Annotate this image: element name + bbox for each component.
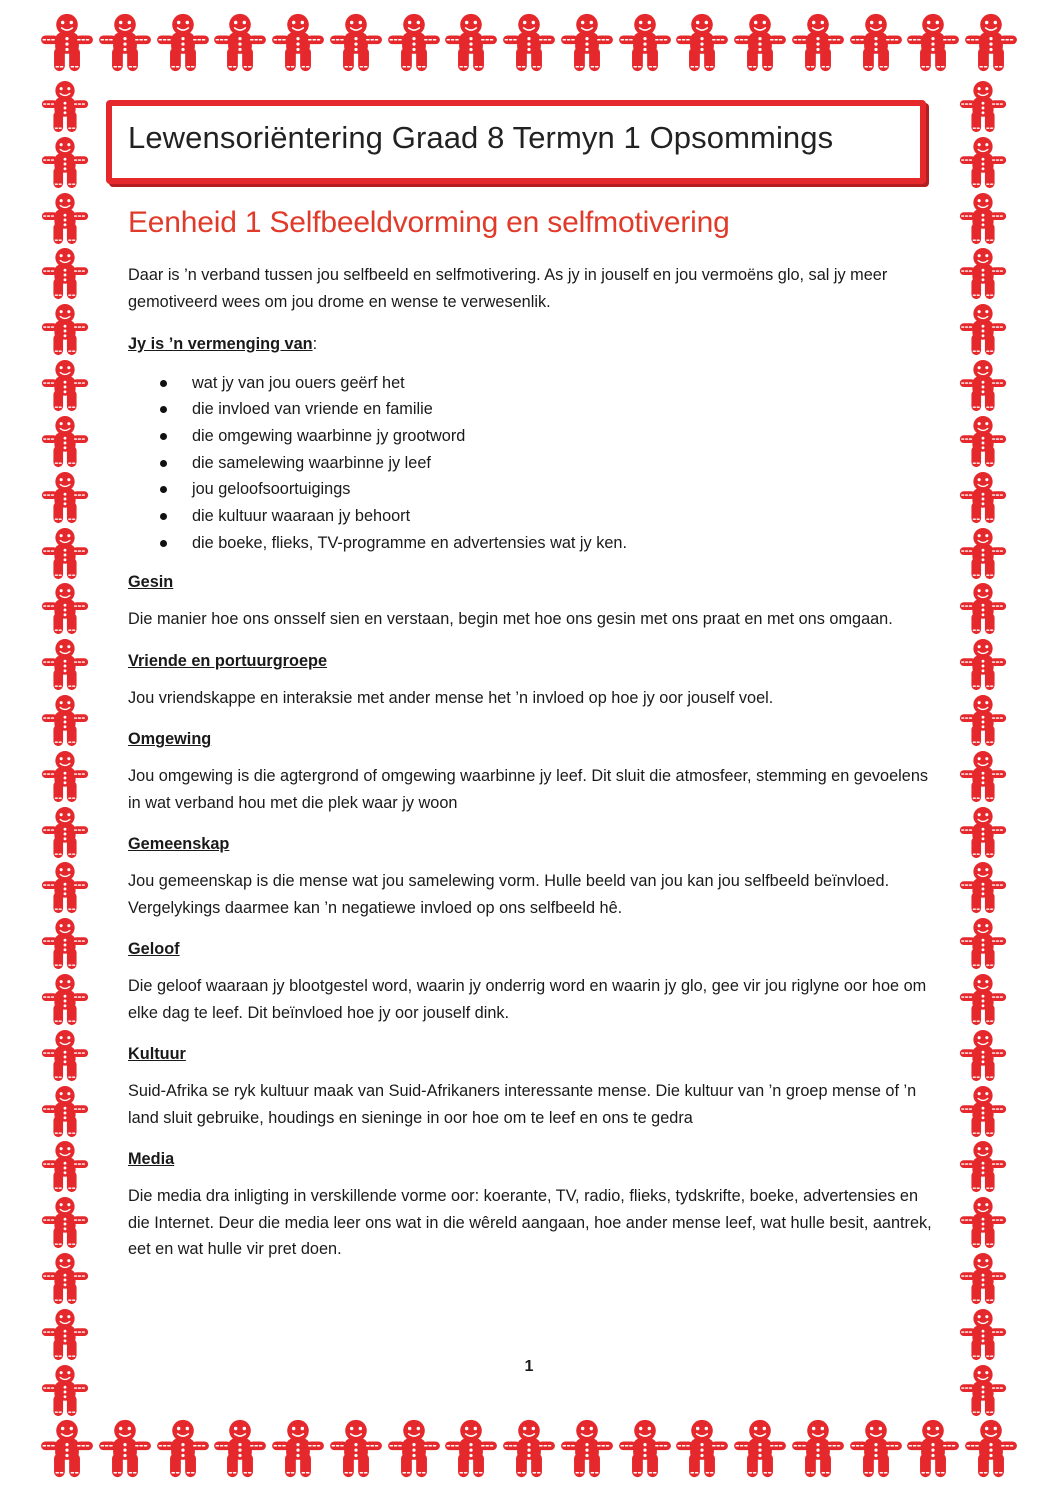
gingerbread-man-icon — [958, 1029, 1008, 1083]
border-right — [958, 80, 1018, 1418]
section-text-vriende: Jou vriendskappe en interaksie met ander mense het ’n invloed op hoe jy oor jouself voel. — [128, 688, 774, 707]
gingerbread-man-icon — [958, 694, 1008, 748]
gingerbread-man-icon — [958, 192, 1008, 246]
list-item: die omgewing waarbinne jy grootword — [128, 423, 936, 450]
list-item: die invloed van vriende en familie — [128, 396, 936, 423]
gingerbread-man-icon — [271, 12, 325, 74]
gingerbread-man-icon — [964, 12, 1018, 74]
gingerbread-man-icon — [560, 12, 614, 74]
gingerbread-man-icon — [40, 582, 90, 636]
gingerbread-man-icon — [40, 247, 90, 301]
list-item: die kultuur waaraan jy behoort — [128, 503, 936, 530]
gingerbread-man-icon — [958, 1140, 1008, 1194]
gingerbread-man-icon — [40, 694, 90, 748]
unit-title: Eenheid 1 Selfbeeldvorming en selfmotivering — [128, 206, 730, 239]
section-text-kultuur: Suid-Afrika se ryk kultuur maak van Suid-Afrikaners interessante mense. Die kultuur van ’n groep mense of ’n land sluit gebruike, houdings en sieninge in oor hoe om te leef en ons te gedra — [128, 1082, 917, 1127]
gingerbread-man-icon — [40, 1140, 90, 1194]
gingerbread-man-icon — [958, 1196, 1008, 1250]
section-text-omgewing: Jou omgewing is die agtergrond of omgewing waarbinne jy leef. Dit sluit die atmosfeer, stemming en gevoelens in wat verband hou met die plek waar jy woon — [128, 767, 929, 812]
gingerbread-man-icon — [444, 12, 498, 74]
gingerbread-man-icon — [958, 917, 1008, 971]
gingerbread-man-icon — [958, 303, 1008, 357]
intro-paragraph: Daar is ’n verband tussen jou selfbeeld en selfmotivering. As jy in jouself en jou vermoëns glo, sal jy meer gemotiveerd wees om jou drome en wense te verwesenlik. — [128, 266, 888, 311]
section-heading-omgewing: Omgewing — [128, 730, 212, 749]
gingerbread-man-icon — [958, 359, 1008, 413]
gingerbread-man-icon — [329, 12, 383, 74]
section-text-gesin: Die manier hoe ons onsself sien en verstaan, begin met hoe ons gesin met ons praat en met ons omgaan. — [128, 610, 893, 629]
gingerbread-man-icon — [958, 136, 1008, 190]
page-number: 1 — [524, 1358, 534, 1375]
section-text-gemeenskap: Jou gemeenskap is die mense wat jou samelewing vorm. Hulle beeld van jou kan jou selfbeeld beïnvloed. Vergelykings daarmee kan ’n negatiewe invloed op ons selfbeeld hê. — [128, 872, 890, 917]
mix-colon: : — [312, 335, 318, 353]
gingerbread-man-icon — [958, 750, 1008, 804]
gingerbread-man-icon — [849, 1418, 903, 1480]
gingerbread-man-icon — [958, 806, 1008, 860]
gingerbread-man-icon — [560, 1418, 614, 1480]
gingerbread-man-icon — [675, 12, 729, 74]
gingerbread-man-icon — [40, 1252, 90, 1306]
gingerbread-man-icon — [40, 192, 90, 246]
gingerbread-man-icon — [156, 12, 210, 74]
gingerbread-man-icon — [40, 12, 94, 74]
section-heading-gemeenskap: Gemeenskap — [128, 835, 230, 854]
mix-label: Jy is ’n vermenging van — [128, 335, 313, 353]
gingerbread-man-icon — [387, 1418, 441, 1480]
section-text-geloof: Die geloof waaraan jy blootgestel word, waarin jy onderrig word en waarin jy glo, gee vir jou riglyne oor hoe om elke dag te leef. Dit beïnvloed hoe jy oor jouself dink. — [128, 977, 927, 1022]
gingerbread-man-icon — [964, 1418, 1018, 1480]
gingerbread-man-icon — [791, 12, 845, 74]
gingerbread-man-icon — [40, 136, 90, 190]
list-item: die samelewing waarbinne jy leef — [128, 450, 936, 477]
gingerbread-man-icon — [40, 861, 90, 915]
gingerbread-man-icon — [906, 1418, 960, 1480]
gingerbread-man-icon — [40, 303, 90, 357]
section-heading-media: Media — [128, 1150, 175, 1169]
border-left — [40, 80, 100, 1418]
gingerbread-man-icon — [958, 80, 1008, 134]
border-bottom — [40, 1418, 1018, 1486]
gingerbread-man-icon — [40, 638, 90, 692]
gingerbread-man-icon — [906, 12, 960, 74]
gingerbread-man-icon — [958, 1085, 1008, 1139]
gingerbread-man-icon — [618, 1418, 672, 1480]
gingerbread-man-icon — [40, 917, 90, 971]
page-title: Lewensoriëntering Graad 8 Termyn 1 Opsommings — [128, 120, 834, 155]
gingerbread-man-icon — [40, 80, 90, 134]
gingerbread-man-icon — [733, 1418, 787, 1480]
section-heading-geloof: Geloof — [128, 940, 180, 959]
gingerbread-man-icon — [40, 1029, 90, 1083]
gingerbread-man-icon — [40, 1308, 90, 1362]
gingerbread-man-icon — [958, 861, 1008, 915]
gingerbread-man-icon — [98, 12, 152, 74]
gingerbread-man-icon — [502, 12, 556, 74]
gingerbread-man-icon — [733, 12, 787, 74]
gingerbread-man-icon — [40, 359, 90, 413]
gingerbread-man-icon — [618, 12, 672, 74]
gingerbread-man-icon — [40, 750, 90, 804]
gingerbread-man-icon — [329, 1418, 383, 1480]
gingerbread-man-icon — [40, 415, 90, 469]
border-top — [40, 12, 1018, 80]
gingerbread-man-icon — [156, 1418, 210, 1480]
list-item: die boeke, flieks, TV-programme en advertensies wat jy ken. — [128, 530, 936, 557]
title-box — [106, 100, 926, 184]
gingerbread-man-icon — [849, 12, 903, 74]
gingerbread-man-icon — [40, 527, 90, 581]
section-text-media: Die media dra inligting in verskillende vorme oor: koerante, TV, radio, flieks, tydskrifte, boeke, advertensies en die Internet. Deur die media leer ons wat in die wêreld aangaan, hoe ander mense leef, wat hulle besit, aantrek, eet en wat hulle vir pret doen. — [128, 1187, 932, 1259]
section-heading-kultuur: Kultuur — [128, 1045, 186, 1064]
gingerbread-man-icon — [502, 1418, 556, 1480]
gingerbread-man-icon — [40, 1418, 94, 1480]
gingerbread-man-icon — [958, 582, 1008, 636]
section-heading-gesin: Gesin — [128, 573, 174, 592]
gingerbread-man-icon — [958, 415, 1008, 469]
gingerbread-man-icon — [958, 1308, 1008, 1362]
gingerbread-man-icon — [98, 1418, 152, 1480]
gingerbread-man-icon — [791, 1418, 845, 1480]
gingerbread-man-icon — [40, 471, 90, 525]
mix-heading — [128, 331, 936, 358]
gingerbread-man-icon — [40, 806, 90, 860]
gingerbread-man-icon — [958, 638, 1008, 692]
gingerbread-man-icon — [213, 12, 267, 74]
section-heading-vriende: Vriende en portuurgroepe — [128, 651, 328, 670]
gingerbread-man-icon — [387, 12, 441, 74]
gingerbread-man-icon — [40, 1085, 90, 1139]
list-item: jou geloofsoortuigings — [128, 476, 936, 503]
gingerbread-man-icon — [958, 471, 1008, 525]
mix-list — [128, 370, 936, 557]
document-body — [128, 206, 936, 1279]
gingerbread-man-icon — [958, 247, 1008, 301]
gingerbread-man-icon — [40, 973, 90, 1027]
gingerbread-man-icon — [40, 1196, 90, 1250]
gingerbread-man-icon — [213, 1418, 267, 1480]
gingerbread-man-icon — [958, 527, 1008, 581]
gingerbread-man-icon — [675, 1418, 729, 1480]
gingerbread-man-icon — [271, 1418, 325, 1480]
gingerbread-man-icon — [444, 1418, 498, 1480]
gingerbread-man-icon — [958, 1252, 1008, 1306]
gingerbread-man-icon — [958, 973, 1008, 1027]
list-item: wat jy van jou ouers geërf het — [128, 370, 936, 397]
